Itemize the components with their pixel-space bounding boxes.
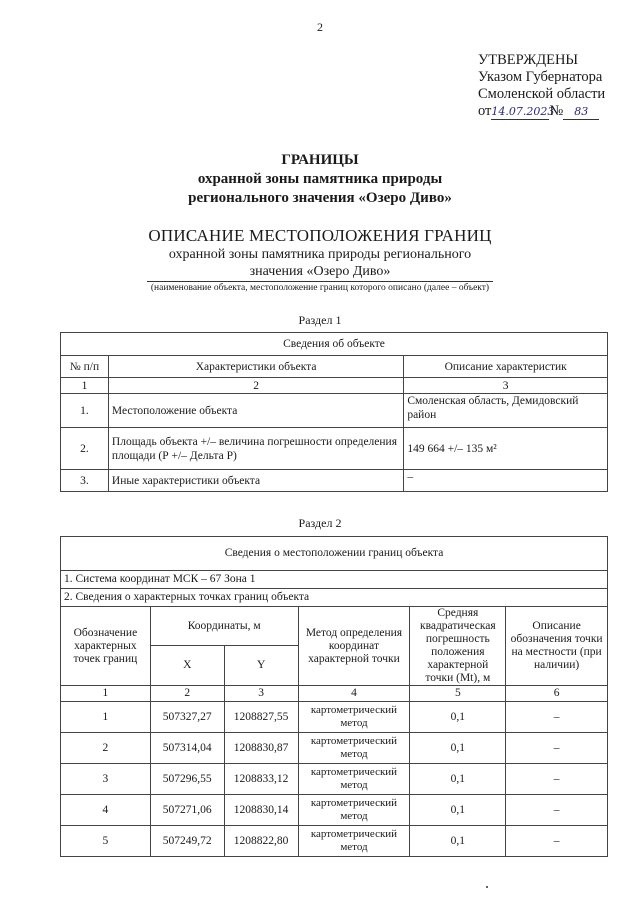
approval-number: 83 [563, 104, 599, 120]
table-row: 4 507271,06 1208830,14 картометрический метод 0,1 – [61, 795, 608, 826]
table2-sub1: 1. Система координат МСК – 67 Зона 1 [61, 571, 608, 589]
approval-prefix: от [478, 103, 492, 119]
heading-line3: регионального значения «Озеро Диво» [188, 190, 452, 206]
table1-colnum: 3 [404, 378, 608, 394]
table-row: 3 507296,55 1208833,12 картометрический метод 0,1 – [61, 764, 608, 795]
header-coords: Координаты, м [150, 607, 298, 646]
table2-colnum: 4 [298, 686, 410, 702]
table-row: 1. Местоположение объекта Смоленская область, Демидовский район [61, 394, 608, 428]
table-row: 5 507249,72 1208822,80 картометрический метод 0,1 – [61, 826, 608, 857]
header-method: Метод определения координат характерной точки [298, 607, 410, 686]
table2-title: Сведения о местоположении границ объекта [61, 537, 608, 571]
table-row: 2 507314,04 1208830,87 картометрический метод 0,1 – [61, 733, 608, 764]
description-line3: значения «Озеро Диво» [0, 262, 640, 282]
heading-line2: охранной зоны памятника природы [197, 171, 443, 187]
scan-speck [486, 886, 488, 888]
table2-colnum: 6 [506, 686, 608, 702]
table1-colnum: 1 [61, 378, 109, 394]
table1-header: Характеристики объекта [108, 356, 403, 378]
table-row: 3. Иные характеристики объекта – [61, 470, 608, 492]
heading-line1: ГРАНИЦЫ [281, 152, 359, 168]
header-error: Средняя квадратическая погрешность положения характерной точки (Mt), м [410, 607, 506, 686]
table1-title: Сведения об объекте [61, 333, 608, 356]
heading [0, 151, 640, 208]
approval-block [478, 52, 605, 120]
approval-line1: УТВЕРЖДЕНЫ [478, 52, 579, 68]
table1-colnum: 2 [108, 378, 403, 394]
table1-header: № п/п [61, 356, 109, 378]
approval-date: 14.07.2023 [491, 105, 555, 118]
table2-colnum: 5 [410, 686, 506, 702]
object-info-table [60, 332, 608, 492]
header-desc: Описание обозначения точки на местности (при наличии) [506, 607, 608, 686]
boundary-points-table [60, 536, 608, 857]
header-y: Y [224, 646, 298, 686]
approval-line4 [478, 103, 605, 120]
table2-colnum: 2 [150, 686, 224, 702]
table2-colnum: 1 [61, 686, 151, 702]
page-number: 2 [317, 20, 323, 34]
table2-sub2: 2. Сведения о характерных точках границ объекта [61, 589, 608, 607]
table-row: 2. Площадь объекта +/– величина погрешности определения площади (Р +/– Дельта Р) 149 664 +/– 135 м² [61, 428, 608, 470]
approval-line3: Смоленской области [478, 86, 606, 102]
table1-header: Описание характеристик [404, 356, 608, 378]
description-title: ОПИСАНИЕ МЕСТОПОЛОЖЕНИЯ ГРАНИЦ [148, 226, 492, 245]
approval-line2: Указом Губернатора [478, 69, 603, 85]
header-x: X [150, 646, 224, 686]
description-line2: охранной зоны памятника природы регионального [168, 247, 472, 262]
section2-title: Раздел 2 [298, 516, 342, 530]
table-row: 1 507327,27 1208827,55 картометрический метод 0,1 – [61, 702, 608, 733]
description-note: (наименование объекта, местоположение границ которого описано (далее – объект) [150, 283, 490, 293]
approval-num-label: № [549, 103, 564, 119]
section1-title: Раздел 1 [298, 313, 342, 327]
table2-colnum: 3 [224, 686, 298, 702]
header-point-id: Обозначение характерных точек границ [61, 607, 151, 686]
